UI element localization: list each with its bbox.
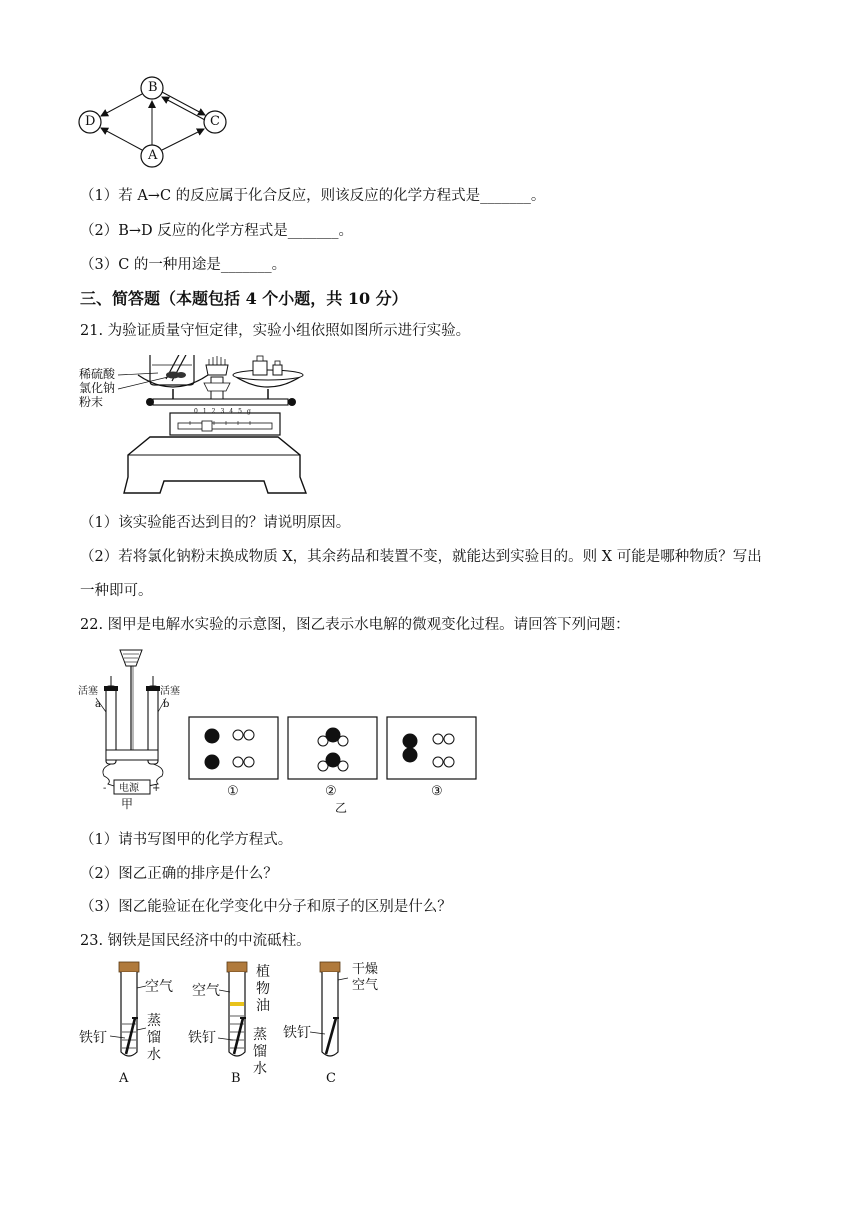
tube-b-nail-label: 铁钉 bbox=[188, 1030, 216, 1046]
tube-b-caption: B bbox=[231, 1071, 241, 1086]
fig-jia-label: 甲 bbox=[121, 797, 134, 811]
q22-sub2: （2）图乙正确的排序是什么？ bbox=[80, 866, 278, 882]
scale-ticks bbox=[194, 408, 256, 415]
section-3-heading: 三、简答题（本题包括 4 个小题，共 10 分） bbox=[80, 289, 408, 308]
q22-stem: 22. 图甲是电解水实验的示意图，图乙表示水电解的微观变化过程。请回答下列问题： bbox=[80, 617, 630, 633]
power-supply-label: 电源 bbox=[119, 783, 139, 794]
tube-a-nail-label: 铁钉 bbox=[79, 1030, 107, 1046]
fig-yi-label: 乙 bbox=[335, 801, 348, 815]
q20-sub1: （1）若 A→C 的反应属于化合反应，则该反应的化学方程式是_______。 bbox=[80, 188, 546, 204]
molecule-diagrams bbox=[188, 716, 480, 780]
tube-a-label: a bbox=[95, 699, 101, 710]
q22-sub3: （3）图乙能验证在化学变化中分子和原子的区别是什么？ bbox=[80, 899, 452, 915]
tick-4: 4 bbox=[229, 408, 239, 415]
tube-c-dry-air-label: 干燥空气 bbox=[352, 962, 379, 993]
tick-0: 0 bbox=[194, 408, 203, 415]
tick-2: 2 bbox=[211, 408, 221, 415]
node-b-label: B bbox=[148, 80, 158, 95]
plus-label: + bbox=[152, 783, 161, 794]
valve-right-label: 活塞 bbox=[160, 686, 180, 697]
q21-stem: 21. 为验证质量守恒定律，实验小组依照如图所示进行实验。 bbox=[80, 323, 471, 339]
node-c-label: C bbox=[210, 114, 220, 129]
tube-a-water-label: 蒸馏水 bbox=[147, 1013, 161, 1063]
q21-sub2-line2: 一种即可。 bbox=[80, 583, 153, 599]
valve-left-label: 活塞 bbox=[78, 686, 98, 697]
tick-3: 3 bbox=[220, 408, 230, 415]
q20-sub3: （3）C 的一种用途是_______。 bbox=[80, 257, 287, 273]
label-dilute-sulfuric-acid: 稀硫酸 bbox=[79, 367, 116, 381]
node-a-label: A bbox=[148, 148, 158, 163]
tube-b-air-label: 空气 bbox=[192, 983, 220, 999]
q21-sub1: （1）该实验能否达到目的？请说明原因。 bbox=[80, 515, 351, 531]
node-d-label: D bbox=[85, 114, 96, 129]
tube-a-air-label: 空气 bbox=[145, 979, 173, 995]
label-sodium-chloride: 氯化钠 bbox=[79, 381, 116, 395]
box-1-label: ① bbox=[227, 784, 239, 799]
tick-1: 1 bbox=[202, 408, 212, 415]
label-powder: 粉末 bbox=[79, 395, 104, 409]
q22-sub1: （1）请书写图甲的化学方程式。 bbox=[80, 832, 293, 848]
box-2-label: ② bbox=[325, 784, 337, 799]
tube-b-oil-label: 植物油 bbox=[256, 964, 270, 1014]
tube-c-caption: C bbox=[326, 1071, 336, 1086]
q23-stem: 23. 钢铁是国民经济中的中流砥柱。 bbox=[80, 933, 311, 949]
q20-sub2: （2）B→D 反应的化学方程式是_______。 bbox=[80, 223, 354, 239]
tube-a-caption: A bbox=[119, 1071, 129, 1086]
tick-5: 5g bbox=[238, 408, 256, 415]
box-3-label: ③ bbox=[431, 784, 443, 799]
tube-c-nail-label: 铁钉 bbox=[283, 1025, 311, 1041]
tube-b-label: b bbox=[163, 699, 170, 710]
tube-b-water-label: 蒸馏水 bbox=[253, 1027, 267, 1077]
q21-sub2-line1: （2）若将氯化钠粉末换成物质 X，其余药品和装置不变，就能达到实验目的。则 X 可能是哪种物质？写出 bbox=[80, 549, 762, 565]
minus-label: - bbox=[103, 783, 107, 794]
